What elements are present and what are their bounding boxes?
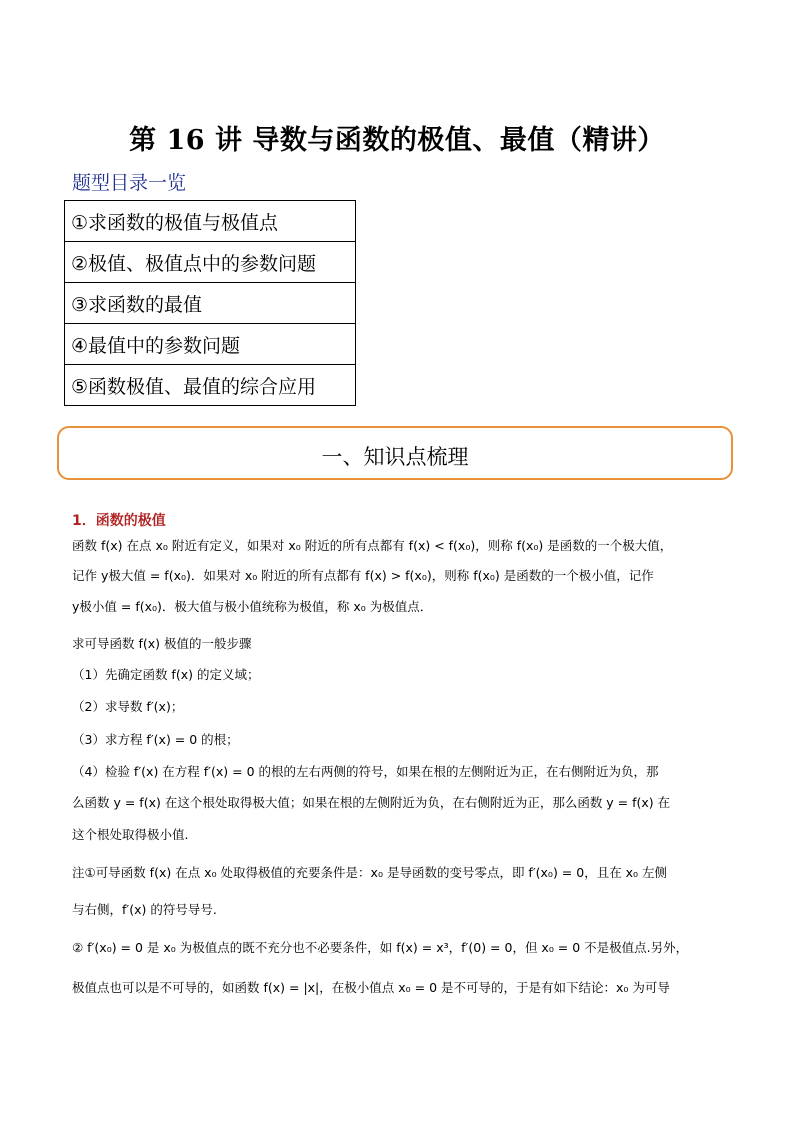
note-line: 极值点也可以是不可导的，如函数 f(x) = |x|，在极小值点 x₀ = 0 是不可导的，于是有如下结论：x₀ 为可导 [72, 980, 670, 995]
paragraph-line: 函数 f(x) 在点 x₀ 附近有定义，如果对 x₀ 附近的所有点都有 f(x) < f(x₀)，则称 f(x₀) 是函数的一个极大值， [72, 538, 673, 553]
toc-item: ④最值中的参数问题 [65, 324, 356, 365]
toc-row [65, 365, 356, 406]
toc-row [65, 283, 356, 324]
note-line: 与右侧，f′(x) 的符号导号. [72, 902, 217, 917]
toc-heading: 题型目录一览 [72, 172, 187, 194]
paragraph-line: 求可导函数 f(x) 极值的一般步骤 [72, 636, 252, 651]
toc-row [65, 201, 356, 242]
step-line: （2）求导数 f′(x)； [72, 699, 184, 714]
toc-row [65, 324, 356, 365]
paragraph-line: y极小值 = f(x₀)．极大值与极小值统称为极值，称 x₀ 为极值点． [72, 599, 433, 614]
toc-row [65, 242, 356, 283]
page-title: 第 16 讲 导数与函数的极值、最值（精讲） [129, 125, 665, 156]
step-line: （3）求方程 f′(x) = 0 的根； [72, 732, 239, 747]
toc-table [64, 200, 356, 406]
paragraph-line: 么函数 y = f(x) 在这个根处取得极大值；如果在根的左侧附近为负，在右侧附近为正，那么函数 y = f(x) 在 [72, 795, 671, 810]
step-line: （1）先确定函数 f(x) 的定义域； [72, 667, 260, 682]
step-line: （4）检验 f′(x) 在方程 f′(x) = 0 的根的左右两侧的符号，如果在根的左侧附近为正，在右侧附近为负，那 [72, 764, 659, 779]
note-line: ② f′(x₀) = 0 是 x₀ 为极值点的既不充分也不必要条件，如 f(x) = x³，f′(0) = 0，但 x₀ = 0 不是极值点.另外， [72, 940, 689, 955]
toc-item: ③求函数的最值 [65, 283, 356, 324]
subheading: 1．函数的极值 [72, 513, 166, 529]
toc-item: ②极值、极值点中的参数问题 [65, 242, 356, 283]
paragraph-line: 这个根处取得极小值. [72, 827, 189, 842]
section-banner [57, 426, 733, 480]
note-line: 注①可导函数 f(x) 在点 x₀ 处取得极值的充要条件是：x₀ 是导函数的变号零点，即 f′(x₀) = 0，且在 x₀ 左侧 [72, 865, 668, 880]
section-title: 一、知识点梳理 [321, 445, 469, 469]
toc-item: ①求函数的极值与极值点 [65, 201, 356, 242]
toc-item: ⑤函数极值、最值的综合应用 [65, 365, 356, 406]
paragraph-line: 记作 y极大值 = f(x₀)．如果对 x₀ 附近的所有点都有 f(x) > f(x₀)，则称 f(x₀) 是函数的一个极小值，记作 [72, 568, 654, 583]
